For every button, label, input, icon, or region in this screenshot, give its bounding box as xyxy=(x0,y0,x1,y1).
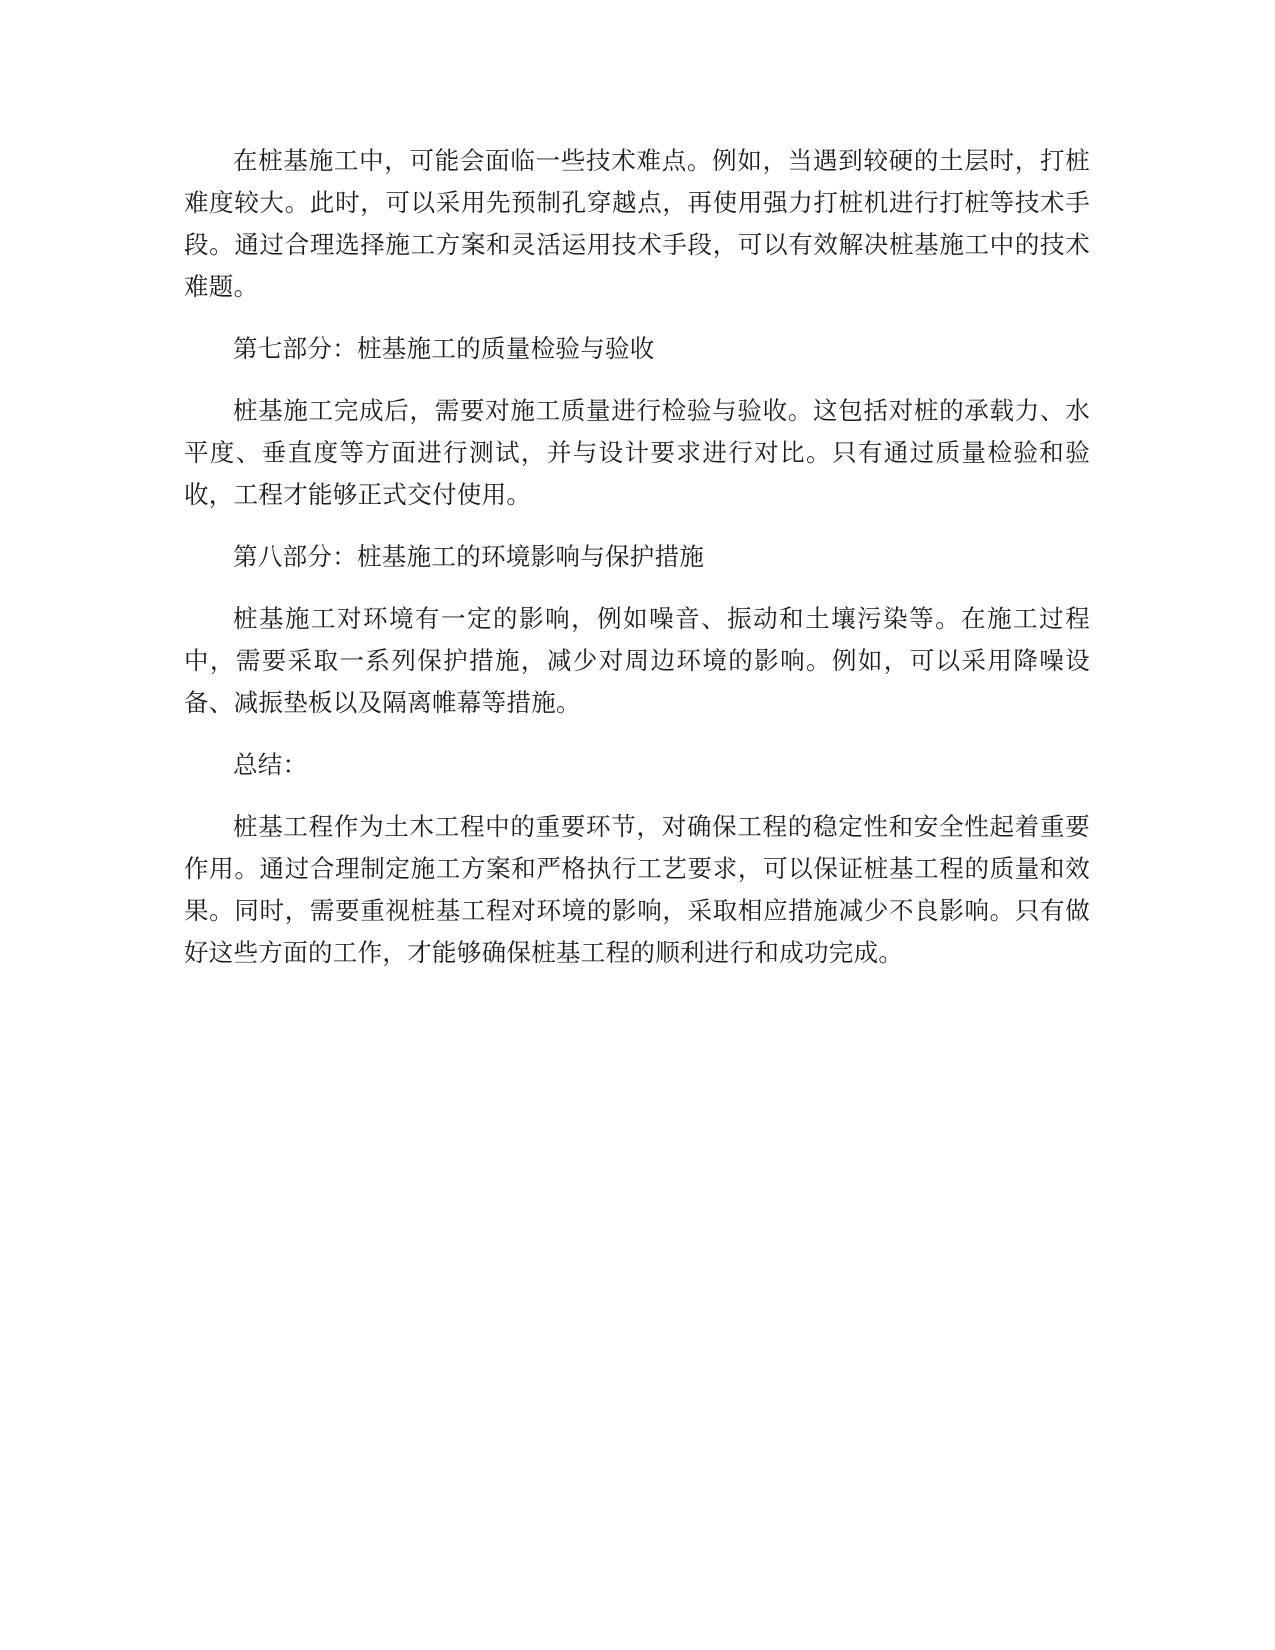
paragraph-environmental-impact: 桩基施工对环境有一定的影响，例如噪音、振动和土壤污染等。在施工过程中，需要采取一系列保护措施，减少对周边环境的影响。例如，可以采用降噪设备、减振垫板以及隔离帷幕等措施。 xyxy=(184,604,1090,717)
paragraph-summary: 桩基工程作为土木工程中的重要环节，对确保工程的稳定性和安全性起着重要作用。通过合理制定施工方案和严格执行工艺要求，可以保证桩基工程的质量和效果。同时，需要重视桩基工程对环境的影响，采取相应措施减少不良影响。只有做好这些方面的工作，才能够确保桩基工程的顺利进行和成功完成。 xyxy=(184,812,1090,967)
section-heading-part-seven: 第七部分：桩基施工的质量检验与验收 xyxy=(233,334,655,363)
paragraph-technical-difficulties: 在桩基施工中，可能会面临一些技术难点。例如，当遇到较硬的土层时，打桩难度较大。此时，可以采用先预制孔穿越点，再使用强力打桩机进行打桩等技术手段。通过合理选择施工方案和灵活运用技术手段，可以有效解决桩基施工中的技术难题。 xyxy=(184,146,1090,301)
document-page xyxy=(184,140,1090,974)
section-heading-summary: 总结： xyxy=(233,750,308,779)
section-heading-part-eight: 第八部分：桩基施工的环境影响与保护措施 xyxy=(233,542,705,571)
paragraph-quality-inspection: 桩基施工完成后，需要对施工质量进行检验与验收。这包括对桩的承载力、水平度、垂直度等方面进行测试，并与设计要求进行对比。只有通过质量检验和验收，工程才能够正式交付使用。 xyxy=(184,396,1090,509)
